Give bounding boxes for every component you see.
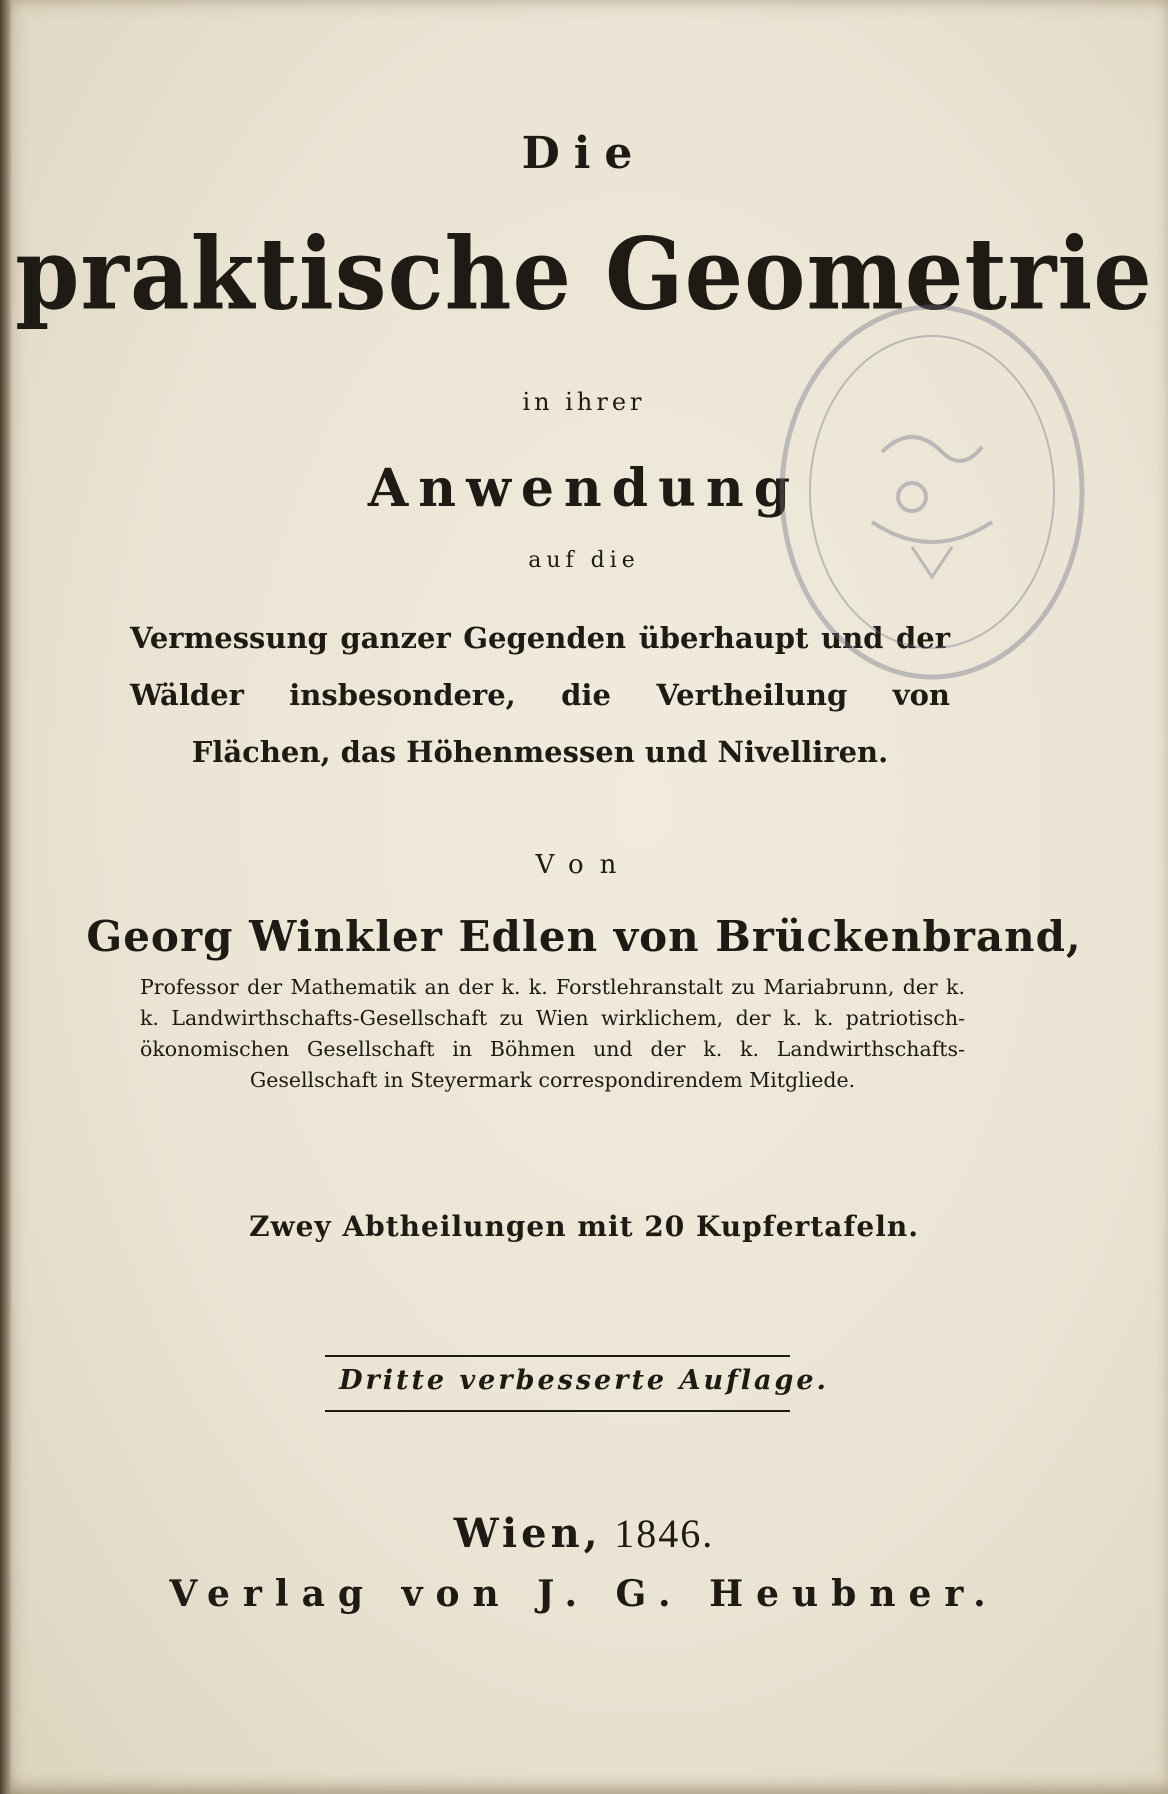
library-stamp-icon [762, 292, 1102, 692]
edition-note: Dritte verbesserte Auflage. [339, 1365, 829, 1396]
edition-rule-bottom [325, 1410, 790, 1412]
subtitle-in-ihrer: in ihrer [522, 388, 646, 416]
von-label: Von [535, 850, 633, 880]
volumes-note: Zwey Abtheilungen mit 20 Kupfertafeln. [249, 1210, 919, 1243]
description: Vermessung ganzer Gegenden überhaupt und der Wälder insbesondere, die Vertheilung von Flächen, das Höhenmessen und Nivelliren. [130, 621, 950, 769]
author-titles: Professor der Mathematik an der k. k. Forstlehranstalt zu Mariabrunn, der k. k. Landwirthschafts-Gesellschaft zu Wien wirklichem, der k. k. patriotisch-ökonomischen Gesellschaft in Böhmen und der k. k. Landwirthschafts-Gesellschaft in Steyermark correspondirendem Mitgliede. [140, 975, 965, 1092]
subtitle-anwendung: Anwendung [367, 458, 801, 519]
main-title: praktische Geometrie [15, 215, 1153, 333]
subtitle-auf-die: auf die [528, 548, 640, 573]
imprint-year: 1846. [614, 1511, 715, 1556]
imprint-place-date [0, 1510, 1168, 1557]
title-article: Die [521, 128, 647, 179]
edition-rule-top [325, 1355, 790, 1357]
imprint-city: Wien, [453, 1510, 602, 1557]
author-name: Georg Winkler Edlen von Brückenbrand, [86, 912, 1082, 961]
publisher: Verlag von J. G. Heubner. [169, 1573, 999, 1615]
